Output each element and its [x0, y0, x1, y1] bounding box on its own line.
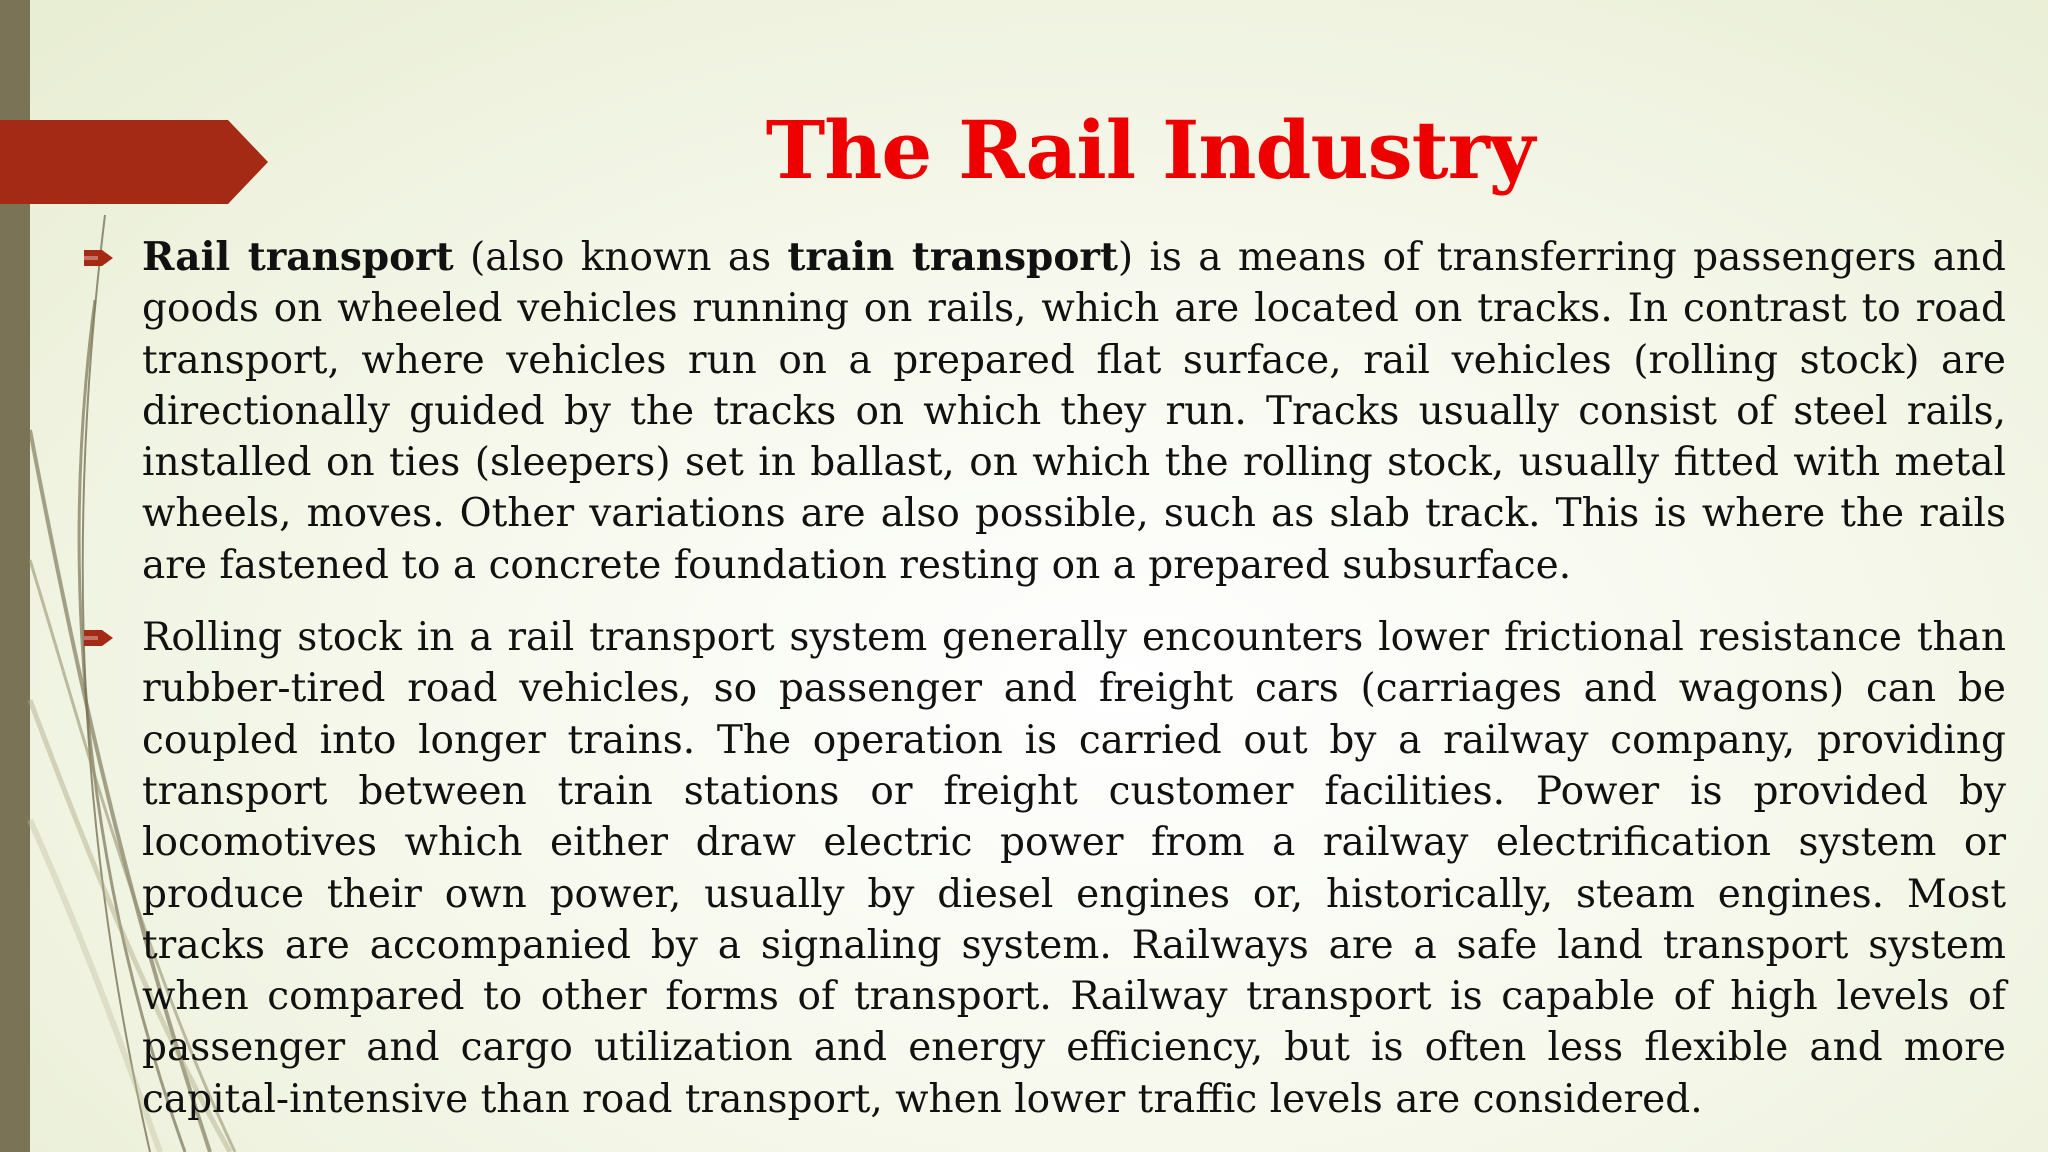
- bullet-item-rail-transport: [84, 232, 2006, 591]
- arrow-bullet-icon: [84, 246, 114, 270]
- bold-term-rail-transport: Rail transport: [142, 234, 454, 280]
- bullet-item-rolling-stock: [84, 612, 2006, 1125]
- arrow-bullet-icon: [84, 626, 114, 650]
- bullet-text: (also known as: [453, 235, 788, 280]
- bullet-text: Rolling stock in a rail transport system generally encounters lower frictional resistance than rubber-tired road vehicles, so passenger and freight cars (carriages and wagons) can be coupled into longer trains. The operation is carried out by a railway company, providing transport between train stations or freight customer facilities. Power is provided by locomotives which either draw electric power from a railway electrification system or produce their own power, usually by diesel engines or, historically, steam engines. Most tracks are accompanied by a signaling system. Railways are a safe land transport system when compared to other forms of transport. Railway transport is capable of high levels of passenger and cargo utilization and energy efficiency, but is often less flexible and more capital-intensive than road transport, when lower traffic levels are considered.: [142, 615, 2006, 1122]
- bullet-text: ) is a means of transferring passengers and goods on wheeled vehicles running on rails, which are located on tracks. In contrast to road transport, where vehicles run on a prepared flat surface, rail vehicles (rolling stock) are directionally guided by the tracks on which they run. Tracks usually consist of steel rails, installed on ties (sleepers) set in ballast, on which the rolling stock, usually fitted with metal wheels, moves. Other variations are also possible, such as slab track. This is where the rails are fastened to a concrete foundation resting on a prepared subsurface.: [142, 235, 2006, 588]
- bullet-list: [84, 232, 2006, 1125]
- slide-title: The Rail Industry: [765, 103, 1535, 197]
- accent-arrow-shape: [0, 120, 268, 204]
- bold-term-train-transport: train transport: [787, 234, 1118, 280]
